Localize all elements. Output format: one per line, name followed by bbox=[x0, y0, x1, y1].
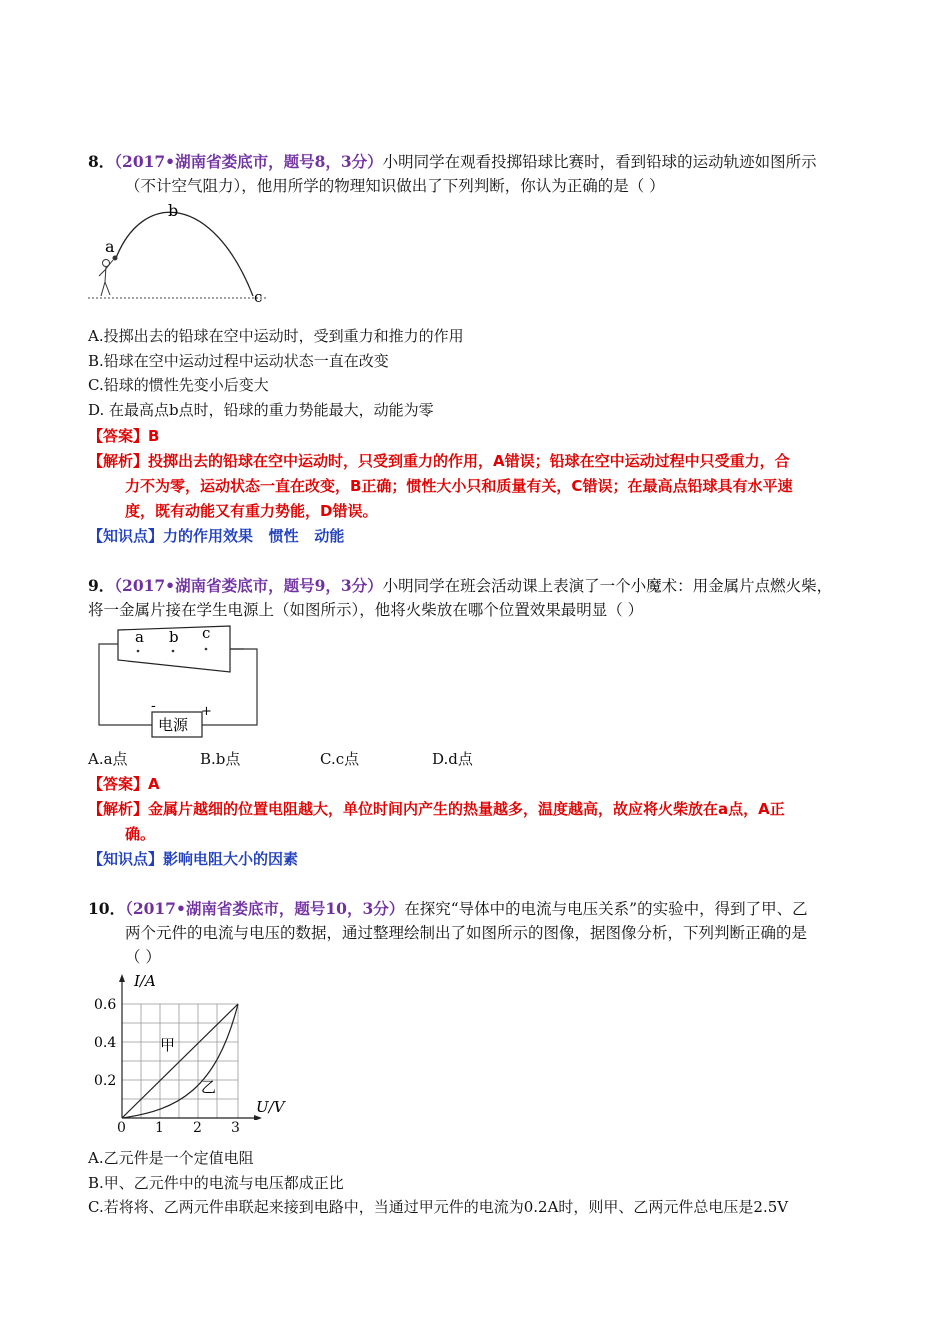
q8-analysis-line3: 度，既有动能又有重力势能，D错误。 bbox=[125, 502, 378, 520]
q8-stem-text1: 小明同学在观看投掷铅球比赛时，看到铅球的运动轨迹如图所示 bbox=[382, 153, 817, 171]
q9-stem-line1 bbox=[88, 574, 878, 598]
q9-circuit-wire-right bbox=[202, 622, 262, 740]
q10-y-tick-04: 0.4 bbox=[94, 1035, 117, 1051]
q10-x-tick-2: 2 bbox=[193, 1120, 202, 1136]
q8-thrower-icon bbox=[99, 260, 113, 297]
q8-knowledge-line bbox=[88, 524, 878, 549]
q10-iu-graph bbox=[88, 970, 303, 1120]
question-10 bbox=[88, 897, 878, 969]
q9-power-label: 电源 bbox=[158, 716, 189, 734]
q9-solution bbox=[88, 772, 878, 872]
q10-x-tick-3: 3 bbox=[231, 1120, 240, 1136]
q8-analysis-text1: 投掷出去的铅球在空中运动时，只受到重力的作用，A错误；铅球在空中运动过程中只受重力，合 bbox=[148, 452, 790, 470]
q10-option-b: B.甲、乙元件中的电流与电压都成正比 bbox=[88, 1173, 344, 1192]
q8-ball bbox=[113, 256, 118, 261]
q9-source: （2017•湖南省娄底市，题号9，3分） bbox=[114, 576, 383, 595]
q8-label-a: a bbox=[105, 237, 115, 256]
q9-label-a: a bbox=[135, 628, 144, 646]
q10-x-tick-0: 0 bbox=[117, 1120, 126, 1136]
q9-label-b: b bbox=[169, 628, 179, 646]
q8-stem-line1 bbox=[88, 150, 878, 174]
q8-option-d: D. 在最高点b点时，铅球的重力势能最大，动能为零 bbox=[88, 400, 434, 419]
q9-options bbox=[88, 747, 878, 772]
q10-x-label: U/V bbox=[256, 1098, 285, 1116]
q9-option-d: D.d点 bbox=[432, 750, 473, 768]
q9-option-b: B.b点 bbox=[200, 750, 241, 768]
q9-stem-text1: 小明同学在班会活动课上表演了一个小魔术：用金属片点燃火柴， bbox=[382, 577, 833, 595]
q9-answer-label: 【答案】 bbox=[88, 775, 149, 793]
q9-stem-line2: 将一金属片接在学生电源上（如图所示），他将火柴放在哪个位置效果最明显（ ） bbox=[88, 601, 644, 619]
q9-plus: + bbox=[201, 704, 212, 719]
q10-stem-line3: （ ） bbox=[125, 948, 161, 966]
q10-y-tick-06: 0.6 bbox=[94, 997, 117, 1013]
q9-analysis-line1 bbox=[88, 797, 878, 822]
q8-stem-line2: （不计空气阻力），他用所学的物理知识做出了下列判断，你认为正确的是（ ） bbox=[125, 177, 665, 195]
q8-label-b: b bbox=[168, 201, 179, 220]
q10-stem-line1 bbox=[88, 897, 878, 921]
q8-knowledge: 力的作用效果 惯性 动能 bbox=[163, 527, 345, 545]
q8-label-c: c bbox=[254, 288, 263, 306]
q9-knowledge: 影响电阻大小的因素 bbox=[163, 850, 299, 868]
q10-y-label: I/A bbox=[134, 972, 156, 990]
q10-options bbox=[88, 1146, 878, 1220]
q8-option-b: B.铅球在空中运动过程中运动状态一直在改变 bbox=[88, 351, 389, 370]
q9-label-c: c bbox=[202, 624, 211, 642]
q8-option-c: C.铅球的惯性先变小后变大 bbox=[88, 376, 269, 394]
q9-number: 9． bbox=[88, 576, 115, 595]
q8-knowledge-label: 【知识点】 bbox=[88, 527, 164, 545]
q9-answer: A bbox=[148, 775, 160, 793]
q8-number: 8． bbox=[88, 152, 115, 171]
q10-option-c: C.若将将、乙两元件串联起来接到电路中，当通过甲元件的电流为0.2A时，则甲、乙两元件总电压是2.5V bbox=[88, 1198, 789, 1216]
question-9 bbox=[88, 574, 878, 622]
q8-shot-put-figure bbox=[88, 200, 278, 306]
q8-trajectory bbox=[116, 212, 253, 296]
q8-source: （2017•湖南省娄底市，题号8，3分） bbox=[114, 152, 383, 171]
q10-number: 10． bbox=[88, 899, 126, 918]
q10-y-tick-02: 0.2 bbox=[94, 1073, 117, 1089]
q8-option-a: A.投掷出去的铅球在空中运动时，受到重力和推力的作用 bbox=[88, 327, 464, 345]
q8-solution bbox=[88, 424, 878, 549]
q10-source: （2017•湖南省娄底市，题号10，3分） bbox=[125, 899, 405, 918]
q9-minus: - bbox=[151, 698, 156, 714]
q9-option-c: C.c点 bbox=[320, 750, 360, 768]
q8-analysis-line2: 力不为零，运动状态一直在改变，B正确；惯性大小只和质量有关，C错误；在最高点铅球具有水平速 bbox=[125, 477, 793, 495]
q8-answer-label: 【答案】 bbox=[88, 427, 149, 445]
q9-option-a: A.a点 bbox=[88, 750, 128, 768]
q8-analysis-label: 【解析】 bbox=[88, 452, 149, 470]
q10-stem-text1: 在探究“导体中的电流与电压关系”的实验中，得到了甲、乙 bbox=[404, 900, 808, 918]
q10-stem-line2: 两个元件的电流与电压的数据，通过整理绘制出了如图所示的图像，据图像分析，下列判断正确的是 bbox=[125, 924, 808, 942]
q8-answer: B bbox=[148, 427, 160, 445]
question-8 bbox=[88, 150, 878, 198]
q9-knowledge-label: 【知识点】 bbox=[88, 850, 164, 868]
q9-analysis-label: 【解析】 bbox=[88, 800, 149, 818]
q9-answer-line bbox=[88, 772, 878, 797]
q8-analysis-line1 bbox=[88, 449, 878, 474]
q10-x-tick-row bbox=[117, 1120, 257, 1138]
q10-option-a: A.乙元件是一个定值电阻 bbox=[88, 1149, 254, 1167]
q10-curve-jia-label: 甲 bbox=[160, 1036, 176, 1054]
q10-x-tick-1: 1 bbox=[155, 1120, 164, 1136]
q9-knowledge-line bbox=[88, 847, 878, 872]
q8-options bbox=[88, 324, 878, 422]
q10-curve-yi-label: 乙 bbox=[201, 1078, 217, 1096]
q9-analysis-text1: 金属片越细的位置电阻越大，单位时间内产生的热量越多，温度越高，故应将火柴放在a点，A正 bbox=[148, 800, 785, 818]
q9-analysis-line2: 确。 bbox=[125, 825, 156, 843]
q9-wire-left bbox=[99, 644, 152, 725]
q8-answer-line bbox=[88, 424, 878, 449]
